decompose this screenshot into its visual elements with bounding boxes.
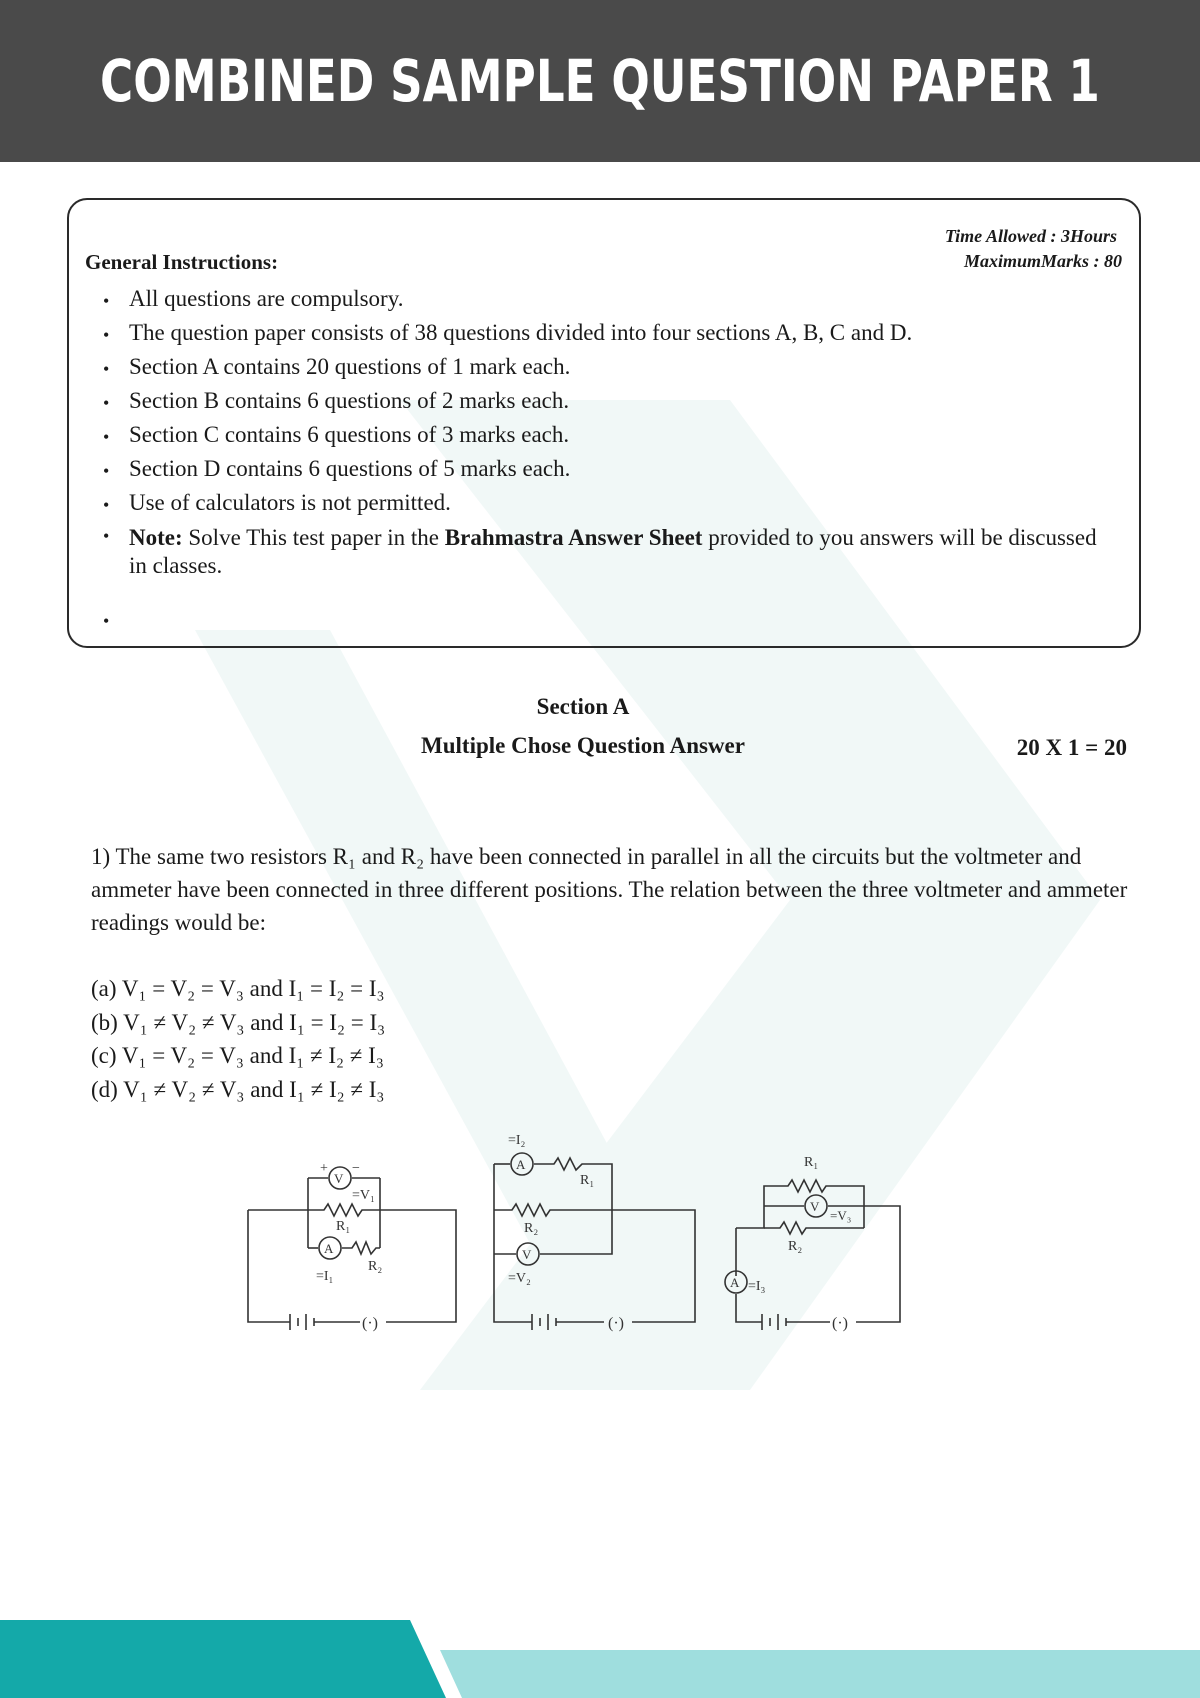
circuit-diagrams bbox=[240, 1124, 920, 1344]
circuit-1 bbox=[248, 1161, 456, 1332]
circuit3-a: A bbox=[730, 1275, 740, 1290]
section-subtitle: Multiple Chose Question Answer bbox=[421, 733, 745, 758]
note-answer-sheet: Brahmastra Answer Sheet bbox=[444, 525, 703, 550]
note-text-post: provided to you answers will be discussed in classes. bbox=[129, 525, 1097, 578]
instruction-note bbox=[101, 520, 1101, 580]
instruction-item: • Use of calculators is not permitted. bbox=[101, 486, 1101, 520]
exam-meta bbox=[944, 224, 1122, 274]
circuit1-r2: R₂ bbox=[368, 1259, 383, 1274]
circuit3-i3: =I₃ bbox=[748, 1279, 766, 1294]
circuit1-r1: R₁ bbox=[336, 1219, 351, 1234]
circuit3-v: V bbox=[810, 1199, 820, 1214]
instructions-list bbox=[101, 282, 1101, 636]
note-label: Note: bbox=[129, 525, 183, 550]
time-allowed: Time Allowed : 3Hours bbox=[944, 226, 1117, 246]
instruction-item: • Section A contains 20 questions of 1 mark each. bbox=[101, 350, 1101, 384]
circuit3-r2: R₂ bbox=[788, 1239, 803, 1254]
option-d: (d) V₁ ≠ V₂ ≠ V₃ and I₁ ≠ I₂ ≠ I₃ bbox=[91, 1076, 385, 1102]
circuit3-r1: R₁ bbox=[804, 1155, 819, 1170]
circuit1-key: (·) bbox=[362, 1315, 378, 1332]
circuit1-v: V bbox=[334, 1171, 344, 1186]
circuit1-plus: + bbox=[320, 1161, 328, 1176]
section-marks: 20 X 1 = 20 bbox=[1016, 735, 1127, 760]
question-options bbox=[91, 972, 385, 1106]
instruction-item: • The question paper consists of 38 questions divided into four sections A, B, C and D. bbox=[101, 316, 1101, 350]
circuit3-v3: =V₃ bbox=[830, 1208, 852, 1223]
section-title: Section A bbox=[536, 694, 630, 719]
question-text: 1) The same two resistors R₁ and R₂ have been connected in parallel in all the circuits but the voltmeter and ammeter have been connected in three different positions. The relation between the three voltmeter and ammeter readings would be: bbox=[91, 844, 1128, 935]
circuit3-key: (·) bbox=[832, 1315, 848, 1332]
circuit1-minus: − bbox=[352, 1161, 360, 1176]
circuit1-i1: =I₁ bbox=[316, 1269, 334, 1284]
option-c: (c) V₁ = V₂ = V₃ and I₁ ≠ I₂ ≠ I₃ bbox=[91, 1043, 384, 1068]
circuit2-key: (·) bbox=[608, 1315, 624, 1332]
instruction-item: • Section D contains 6 questions of 5 marks each. bbox=[101, 452, 1101, 486]
circuit2-v2: =V₂ bbox=[508, 1271, 531, 1286]
instruction-item: • Section B contains 6 questions of 2 marks each. bbox=[101, 384, 1101, 418]
circuit2-a: A bbox=[516, 1157, 526, 1172]
instructions-box bbox=[67, 198, 1141, 648]
instructions-heading: General Instructions: bbox=[85, 250, 279, 274]
option-a: (a) V₁ = V₂ = V₃ and I₁ = I₂ = I₃ bbox=[91, 976, 385, 1001]
circuit2-v: V bbox=[522, 1247, 532, 1262]
instruction-item: • Section C contains 6 questions of 3 marks each. bbox=[101, 418, 1101, 452]
circuit2-r1: R₁ bbox=[580, 1173, 595, 1188]
note-text-pre: Solve This test paper in the bbox=[182, 525, 445, 550]
circuit2-i2: =I₂ bbox=[508, 1133, 526, 1148]
circuit-2 bbox=[494, 1133, 695, 1332]
circuit1-a: A bbox=[324, 1241, 334, 1256]
option-b: (b) V₁ ≠ V₂ ≠ V₃ and I₁ = I₂ = I₃ bbox=[91, 1009, 386, 1035]
circuit1-v1: =V₁ bbox=[352, 1188, 375, 1203]
circuit2-r2: R₂ bbox=[524, 1221, 539, 1236]
circuit-3 bbox=[725, 1155, 900, 1332]
page-title: COMBINED SAMPLE QUESTION PAPER 1 bbox=[100, 47, 1100, 115]
maximum-marks: MaximumMarks : 80 bbox=[963, 251, 1122, 271]
instruction-item-empty bbox=[101, 602, 1101, 636]
instruction-item: • All questions are compulsory. bbox=[101, 282, 1101, 316]
